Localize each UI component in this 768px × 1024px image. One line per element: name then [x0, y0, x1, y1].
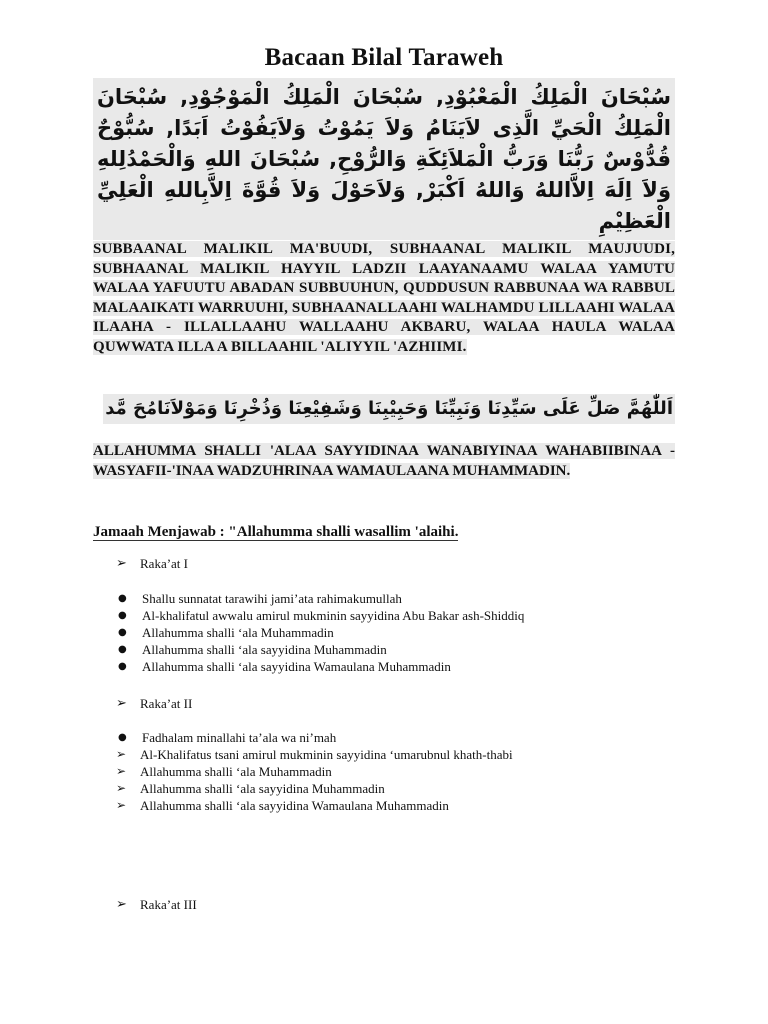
- list-item-text: Allahumma shalli ‘ala sayyidina Wamaulana Muhammadin: [140, 798, 449, 813]
- list-item-text: Allahumma shalli ‘ala Muhammadin: [142, 625, 334, 640]
- rakaat-1-heading: [116, 556, 188, 572]
- arrow-bullet-icon: ➢: [116, 897, 127, 912]
- dot-bullet-icon: ●: [118, 627, 127, 638]
- list-item-text: Allahumma shalli ‘ala Muhammadin: [140, 764, 332, 779]
- list-item: [116, 607, 524, 624]
- list-item-text: Shallu sunnatat tarawihi jami’ata rahimakumullah: [142, 591, 402, 606]
- list-item-text: Allahumma shalli ‘ala sayyidina Muhammadin: [142, 642, 387, 657]
- list-item: [116, 590, 524, 607]
- dot-bullet-icon: ●: [118, 593, 127, 604]
- dot-bullet-icon: ●: [118, 610, 127, 621]
- page-title: Bacaan Bilal Taraweh: [264, 44, 504, 71]
- rakaat-2-heading: [116, 696, 192, 712]
- rakaat-1-heading-label: Raka’at I: [140, 556, 189, 571]
- list-item-text: Al-khalifatul awwalu amirul mukminin sayyidina Abu Bakar ash-Shiddiq: [142, 608, 525, 623]
- rakaat-3-heading: [116, 897, 197, 913]
- rakaat-2-heading-label: Raka’at II: [140, 696, 193, 711]
- list-item: [116, 641, 524, 658]
- list-item-text: Fadhalam minallahi ta’ala wa ni’mah: [142, 730, 337, 745]
- list-item-text: Allahumma shalli ‘ala sayyidina Muhammadin: [140, 781, 385, 796]
- rakaat-1-list: [116, 590, 524, 675]
- list-item: [116, 624, 524, 641]
- arrow-bullet-icon: ➢: [116, 764, 127, 778]
- list-item: [116, 729, 513, 746]
- list-item: [116, 658, 524, 675]
- arrow-bullet-icon: ➢: [116, 696, 127, 711]
- arrow-bullet-icon: ➢: [116, 747, 127, 761]
- list-item: [116, 763, 513, 780]
- transliteration-salawat-text: ALLAHUMMA SHALLI 'ALAA SAYYIDINAA WANABIYINAA WAHABIIBINAA - WASYAFII-'INAA WADZUHRINAA WAMAULAANA MUHAMMADIN.: [93, 443, 675, 479]
- rakaat-3-heading-label: Raka’at III: [140, 897, 197, 912]
- transliteration-main-text: SUBBAANAL MALIKIL MA'BUUDI, SUBHAANAL MALIKIL MAUJUUDI, SUBHAANAL MALIKIL HAYYIL LADZII LAAYANAAMU WALAA YAMUTU WALAA YAFUUTU ABADAN SUBBUUHUN, QUDDUSUN RABBUNAA WA RABBUL MALAAIKATI WARRUUHI, SUBHAANALLAAHI WALHAMDU LILLAAHI WALAA ILAAHA - ILLALLAAHU WALLAAHU AKBARU, WALAA HAULA WALAA QUWWATA ILLA A BILLAAHIL 'ALIYYIL 'AZHIIMI.: [93, 241, 675, 355]
- arrow-bullet-icon: ➢: [116, 798, 127, 812]
- rakaat-2-list: [116, 729, 513, 814]
- arabic-salawat-text: اَللّٰهُمَّ صَلِّ عَلَى سَيِّدِنَا وَنَبِيِّنَا وَحَبِيْبِنَا وَشَفِيْعِنَا وَذُخْرِنَا وَمَوْلاَنَامُحَ مَّد: [103, 394, 675, 424]
- arrow-bullet-icon: ➢: [116, 556, 127, 571]
- list-item-text: Al-Khalifatus tsani amirul mukminin sayyidina ‘umarubnul khath-thabi: [140, 747, 513, 762]
- dot-bullet-icon: ●: [118, 732, 127, 743]
- transliteration-main: [93, 240, 675, 357]
- congregation-response-text: Jamaah Menjawab : "Allahumma shalli wasallim 'alaihi.: [93, 524, 459, 540]
- arabic-main-text: سُبْحَانَ الْمَلِكُ الْمَعْبُوْدِ, سُبْحَانَ الْمَلِكُ الْمَوْجُوْدِ, سُبْحَانَ الْمَلِكُ الْحَيِّ الَّذِى لاَيَنَامُ وَلاَ يَمُوْتُ وَلاَيَفُوْتُ اَبَدًا, سُبُّوْحٌ قُدُّوْسٌ رَبُّنَا وَرَبُّ الْمَلاَئِكَةِ وَالرُّوْحِ, سُبْحَانَ اللهِ وَالْحَمْدُلِلهِ وَلاَ اِلَهَ اِلاَّاللهُ وَاللهُ اَكْبَرْ, وَلاَحَوْلَ وَلاَ قُوَّةَ اِلاَّبِاللهِ الْعَلِيِّ الْعَظِيْمِ: [97, 85, 671, 233]
- congregation-response: [93, 522, 458, 542]
- list-item-text: Allahumma shalli ‘ala sayyidina Wamaulana Muhammadin: [142, 659, 451, 674]
- arabic-main-block: [93, 78, 675, 240]
- list-item: [116, 797, 513, 814]
- list-item: [116, 780, 513, 797]
- arrow-bullet-icon: ➢: [116, 781, 127, 795]
- list-item: [116, 746, 513, 763]
- transliteration-salawat: [93, 441, 675, 481]
- dot-bullet-icon: ●: [118, 644, 127, 655]
- dot-bullet-icon: ●: [118, 661, 127, 672]
